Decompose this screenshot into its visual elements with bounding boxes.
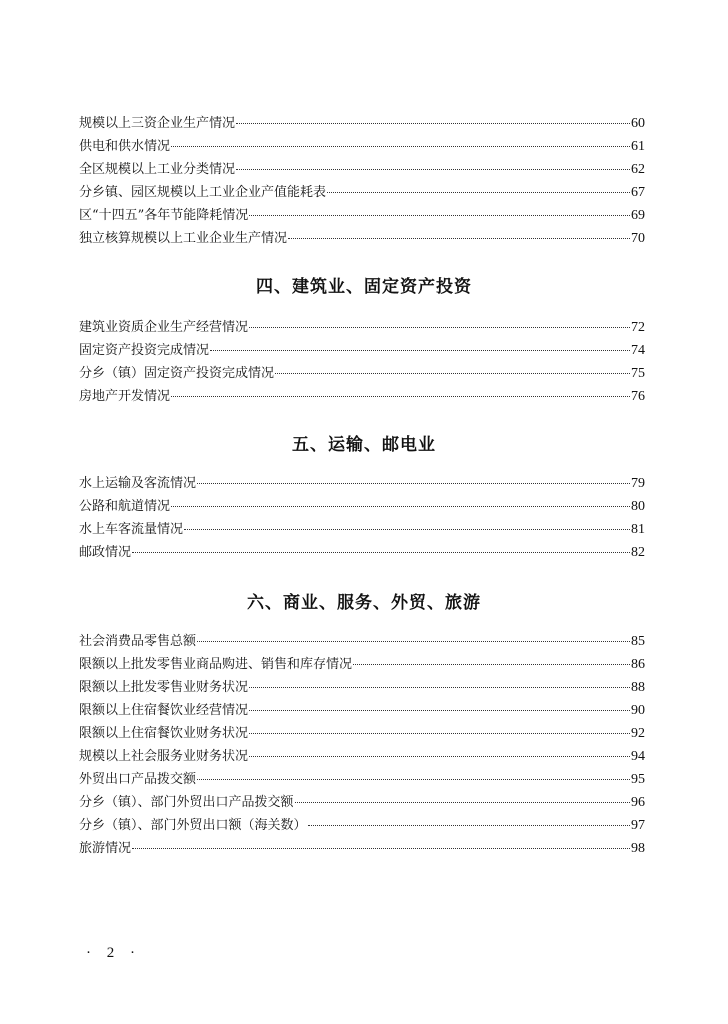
toc-entry-page: 82 — [631, 545, 645, 560]
toc-entry[interactable] — [79, 362, 645, 385]
toc-entry-title: 供电和供水情况 — [79, 139, 171, 154]
toc-block-transport — [79, 472, 645, 564]
toc-leader-dots — [197, 641, 630, 642]
toc-entry-title: 区“十四五”各年节能降耗情况 — [79, 208, 249, 223]
toc-entry[interactable] — [79, 676, 645, 699]
toc-entry[interactable] — [79, 745, 645, 768]
toc-entry[interactable] — [79, 316, 645, 339]
toc-entry[interactable] — [79, 158, 645, 181]
toc-leader-dots — [249, 215, 630, 216]
toc-entry-title: 规模以上三资企业生产情况 — [79, 116, 236, 131]
toc-entry-title: 公路和航道情况 — [79, 499, 171, 514]
toc-leader-dots — [249, 710, 630, 711]
toc-leader-dots — [327, 192, 630, 193]
toc-entry-title: 外贸出口产品拨交额 — [79, 772, 197, 787]
toc-entry-title: 限额以上住宿餐饮业财务状况 — [79, 726, 249, 741]
toc-entry[interactable] — [79, 227, 645, 250]
toc-block-construction — [79, 316, 645, 408]
toc-entry-page: 75 — [631, 366, 645, 381]
toc-entry-page: 90 — [631, 703, 645, 718]
toc-entry-title: 邮政情况 — [79, 545, 132, 560]
toc-entry[interactable] — [79, 181, 645, 204]
toc-entry-page: 61 — [631, 139, 645, 154]
toc-entry-title: 分乡（镇）固定资产投资完成情况 — [79, 366, 275, 381]
toc-entry-page: 81 — [631, 522, 645, 537]
toc-entry-page: 94 — [631, 749, 645, 764]
toc-entry-page: 92 — [631, 726, 645, 741]
toc-leader-dots — [171, 506, 630, 507]
toc-entry-title: 社会消费品零售总额 — [79, 634, 197, 649]
toc-entry-title: 独立核算规模以上工业企业生产情况 — [79, 231, 288, 246]
toc-entry[interactable] — [79, 653, 645, 676]
toc-entry[interactable] — [79, 495, 645, 518]
toc-leader-dots — [308, 825, 630, 826]
toc-entry-title: 分乡（镇）、部门外贸出口额（海关数） — [79, 818, 307, 833]
toc-entry-title: 全区规模以上工业分类情况 — [79, 162, 236, 177]
toc-entry-page: 88 — [631, 680, 645, 695]
toc-entry-page: 72 — [631, 320, 645, 335]
toc-entry-title: 分乡（镇）、部门外贸出口产品拨交额 — [79, 795, 294, 810]
toc-entry-page: 69 — [631, 208, 645, 223]
toc-entry[interactable] — [79, 204, 645, 227]
toc-entry[interactable] — [79, 385, 645, 408]
toc-entry[interactable] — [79, 814, 645, 837]
toc-entry-page: 70 — [631, 231, 645, 246]
toc-leader-dots — [197, 483, 630, 484]
toc-entry-page: 85 — [631, 634, 645, 649]
toc-entry-title: 水上车客流量情况 — [79, 522, 184, 537]
toc-entry-title: 水上运输及客流情况 — [79, 476, 197, 491]
toc-entry[interactable] — [79, 699, 645, 722]
toc-entry[interactable] — [79, 791, 645, 814]
toc-entry-page: 80 — [631, 499, 645, 514]
toc-entry-page: 60 — [631, 116, 645, 131]
section-heading-transport: 五、运输、邮电业 — [292, 435, 436, 455]
section-heading-construction: 四、建筑业、固定资产投资 — [256, 277, 472, 297]
toc-leader-dots — [249, 756, 630, 757]
toc-entry[interactable] — [79, 518, 645, 541]
toc-entry-page: 76 — [631, 389, 645, 404]
toc-leader-dots — [132, 552, 630, 553]
toc-leader-dots — [249, 733, 630, 734]
toc-leader-dots — [132, 848, 630, 849]
toc-entry-page: 86 — [631, 657, 645, 672]
toc-entry[interactable] — [79, 768, 645, 791]
toc-entry[interactable] — [79, 135, 645, 158]
toc-entry-title: 规模以上社会服务业财务状况 — [79, 749, 249, 764]
toc-entry-page: 67 — [631, 185, 645, 200]
toc-leader-dots — [210, 350, 630, 351]
toc-leader-dots — [275, 373, 630, 374]
toc-entry-page: 95 — [631, 772, 645, 787]
toc-leader-dots — [353, 664, 630, 665]
toc-entry-page: 62 — [631, 162, 645, 177]
toc-leader-dots — [197, 779, 630, 780]
toc-entry-title: 房地产开发情况 — [79, 389, 171, 404]
toc-entry-page: 79 — [631, 476, 645, 491]
toc-block-top — [79, 112, 645, 250]
toc-entry[interactable] — [79, 112, 645, 135]
page-number: · 2 · — [86, 945, 141, 961]
toc-entry-title: 分乡镇、园区规模以上工业企业产值能耗表 — [79, 185, 327, 200]
toc-entry-page: 97 — [631, 818, 645, 833]
toc-leader-dots — [295, 802, 630, 803]
toc-leader-dots — [171, 396, 630, 397]
toc-entry-page: 74 — [631, 343, 645, 358]
toc-entry[interactable] — [79, 722, 645, 745]
toc-leader-dots — [236, 123, 630, 124]
toc-entry-title: 限额以上住宿餐饮业经营情况 — [79, 703, 249, 718]
toc-leader-dots — [249, 327, 630, 328]
toc-entry-title: 建筑业资质企业生产经营情况 — [79, 320, 249, 335]
section-heading-commerce: 六、商业、服务、外贸、旅游 — [247, 593, 481, 613]
toc-entry-title: 限额以上批发零售业商品购进、销售和库存情况 — [79, 657, 353, 672]
toc-entry-title: 旅游情况 — [79, 841, 132, 856]
toc-leader-dots — [249, 687, 630, 688]
toc-leader-dots — [171, 146, 630, 147]
toc-entry[interactable] — [79, 472, 645, 495]
toc-entry[interactable] — [79, 837, 645, 860]
toc-leader-dots — [236, 169, 630, 170]
toc-entry[interactable] — [79, 541, 645, 564]
toc-entry-title: 限额以上批发零售业财务状况 — [79, 680, 249, 695]
toc-leader-dots — [184, 529, 630, 530]
toc-entry-page: 96 — [631, 795, 645, 810]
toc-entry-page: 98 — [631, 841, 645, 856]
toc-leader-dots — [288, 238, 630, 239]
toc-entry[interactable] — [79, 339, 645, 362]
toc-block-commerce — [79, 630, 645, 860]
toc-entry-title: 固定资产投资完成情况 — [79, 343, 210, 358]
toc-entry[interactable] — [79, 630, 645, 653]
